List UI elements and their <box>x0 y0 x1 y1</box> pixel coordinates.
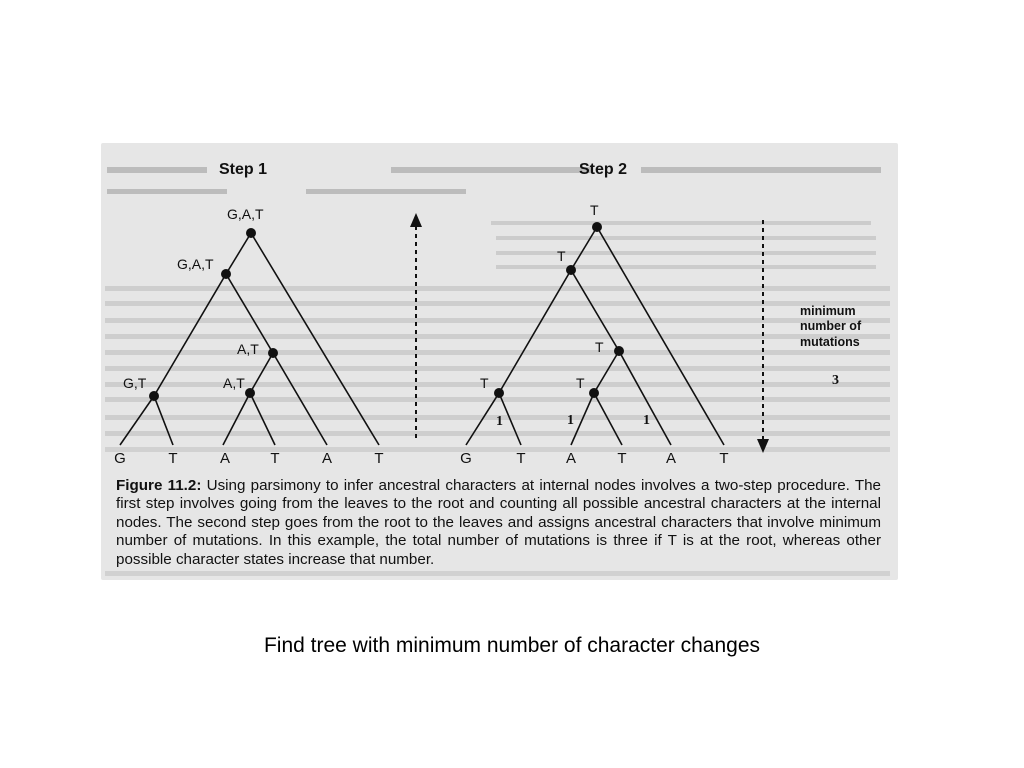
step1-leaf: T <box>374 450 384 467</box>
scanned-figure <box>101 143 898 580</box>
side-value: 3 <box>832 373 839 388</box>
step1-leaf: G <box>114 450 126 467</box>
step2-node-gt-label: T <box>480 375 489 391</box>
figure-caption-text: Using parsimony to infer ancestral characters at internal nodes involves a two-step procedure. The first step involves going from the leaves to the root and counting all possible ancestral characters at the internal nodes. The second step goes from the root to the leaves and assigns ancestral characters that involve minimum number of mutations. In this example, the total number of mutations is three if T is at the root, whereas other possible character states increase that number. <box>116 477 882 568</box>
step1-inner-mid-label: A,T <box>237 341 259 357</box>
step2-leaf: A <box>565 450 577 467</box>
step1-inner-left-label: G,A,T <box>177 256 214 272</box>
step2-leaf: G <box>460 450 472 467</box>
mutation-mark: 1 <box>496 414 503 429</box>
step1-node-at-label: A,T <box>223 375 245 391</box>
step2-inner-left-label: T <box>557 248 566 264</box>
step2-node-at-label: T <box>576 375 585 391</box>
step1-tree-nodes <box>149 228 278 401</box>
step2-leaf: T <box>719 450 729 467</box>
step1-title: Step 1 <box>219 161 268 178</box>
step2-leaf: A <box>665 450 677 467</box>
step1-node-gt-label: G,T <box>123 375 147 391</box>
side-label-line: minimum <box>800 304 856 318</box>
step1-root-label: G,A,T <box>227 206 264 222</box>
step2-inner-mid-label: T <box>595 339 604 355</box>
step2-leaf: T <box>516 450 526 467</box>
step2-title: Step 2 <box>579 161 628 178</box>
step1-leaf: A <box>219 450 231 467</box>
mutation-mark: 1 <box>643 413 650 428</box>
step1-leaf: T <box>168 450 178 467</box>
figure-caption <box>116 477 881 569</box>
step2-leaf: T <box>617 450 627 467</box>
side-label-line: number of <box>800 319 862 333</box>
figure-caption-label: Figure 11.2: <box>116 477 202 494</box>
step2-root-label: T <box>590 202 599 218</box>
step1-leaf: A <box>321 450 333 467</box>
step1-leaf: T <box>270 450 280 467</box>
mutation-mark: 1 <box>567 413 574 428</box>
slide-caption: Find tree with minimum number of character changes <box>263 634 761 657</box>
step1-up-arrow <box>410 213 422 438</box>
side-label-line: mutations <box>800 335 860 349</box>
